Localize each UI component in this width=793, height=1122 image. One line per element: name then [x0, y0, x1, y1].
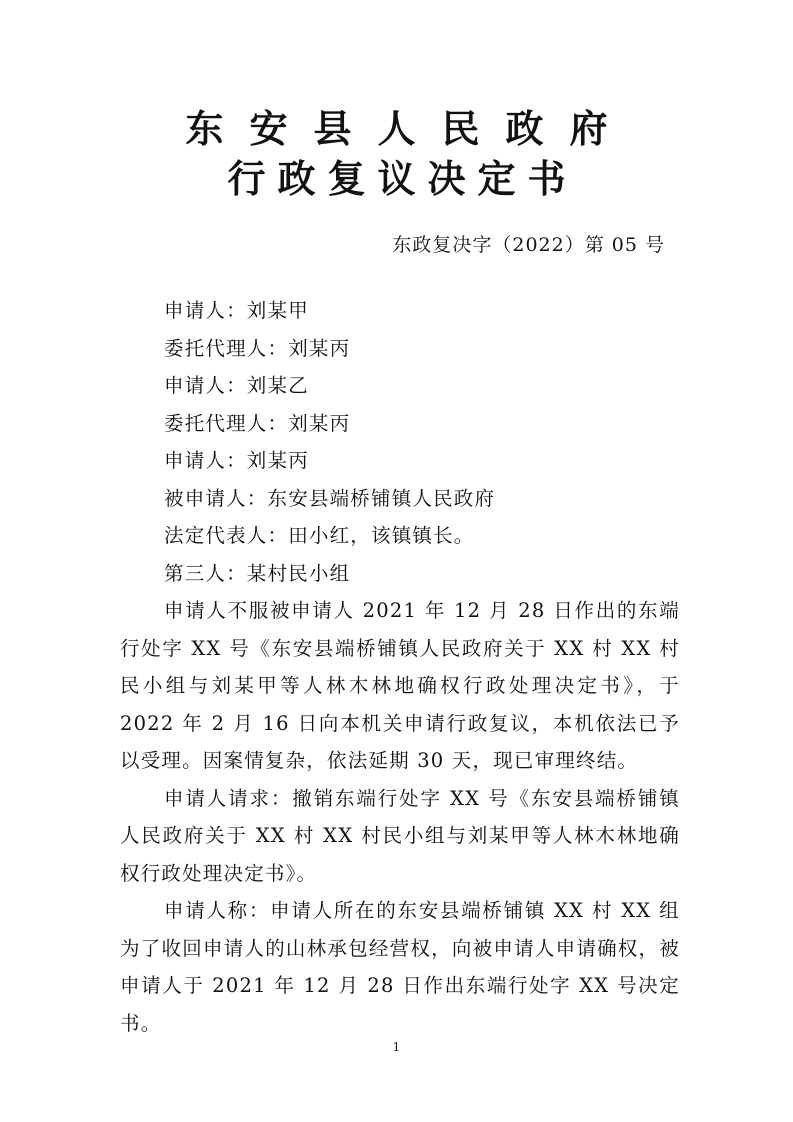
paragraph-applicant-statement: 申请人称：申请人所在的东安县端桥铺镇 XX 村 XX 组为了收回申请人的山林承包经营权，向被申请人申请确权，被申请人于 2021 年 12 月 28 日作出东端行处字 XX 号决定书。	[120, 899, 680, 1035]
party-respondent: 被申请人：东安县端桥铺镇人民政府	[164, 486, 496, 510]
party-applicant-2: 申请人：刘某乙	[164, 374, 309, 397]
party-legal-representative: 法定代表人：田小红，该镇镇长。	[164, 524, 475, 547]
party-third-party: 第三人：某村民小组	[164, 561, 351, 585]
party-applicant-1: 申请人：刘某甲	[164, 299, 309, 322]
document-title-type: 行政复议决定书	[227, 156, 578, 201]
page-number: 1	[392, 1040, 401, 1054]
party-applicant-3: 申请人：刘某丙	[164, 449, 309, 472]
party-agent-2: 委托代理人：刘某丙	[164, 411, 351, 435]
document-number: 东政复决字（2022）第 05 号	[392, 234, 665, 256]
paragraph-applicant-request: 申请人请求：撤销东端行处字 XX 号《东安县端桥铺镇人民政府关于 XX 村 XX 村民小组与刘某甲等人林木林地确权行政处理决定书》。	[120, 786, 680, 885]
party-agent-1: 委托代理人：刘某丙	[164, 336, 351, 360]
document-title-issuer: 东安县人民政府	[185, 106, 634, 151]
document-body	[120, 292, 680, 1042]
paragraph-case-background: 申请人不服被申请人 2021 年 12 月 28 日作出的东端行处字 XX 号《东安县端桥铺镇人民政府关于 XX 村 XX 村民小组与刘某甲等人林木林地确权行政处理决定书》，于 2022 年 2 月 16 日向本机关申请行政复议，本机依法已予以受理。因案情复杂，依法延期 30 天，现已审理终结。	[120, 599, 680, 772]
